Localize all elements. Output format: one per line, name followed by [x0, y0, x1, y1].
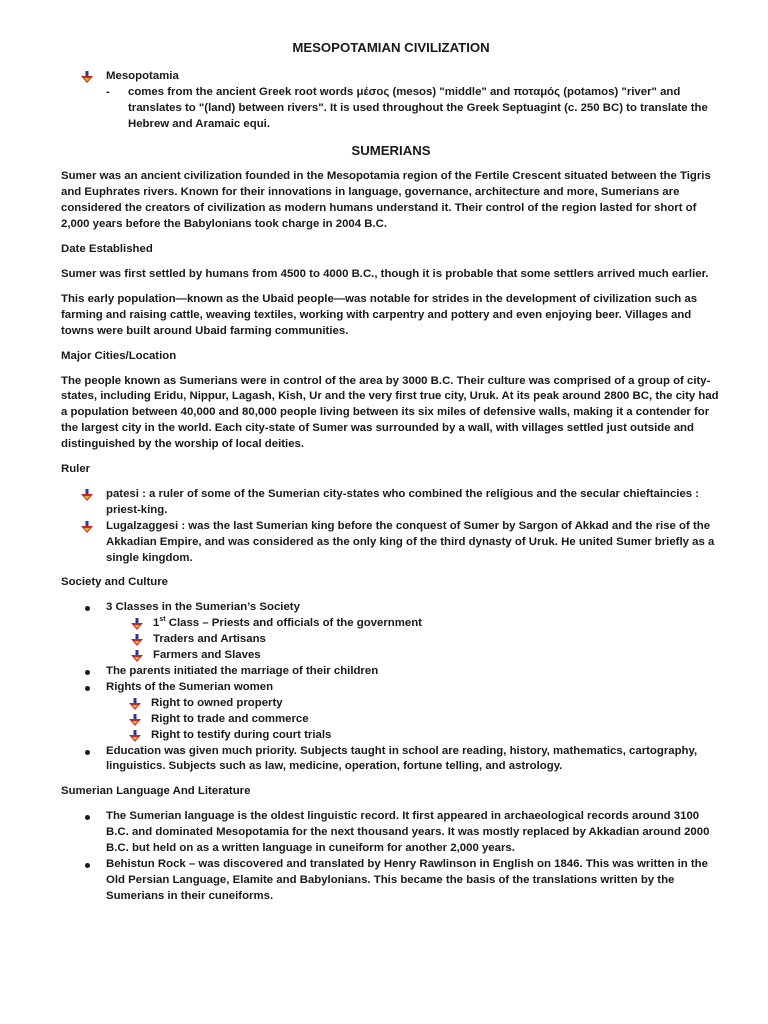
- list-item: [61, 680, 721, 696]
- class-1-text: Class – Priests and officials of the government: [165, 617, 422, 630]
- arrow-bullet-icon: [131, 618, 143, 630]
- page-title: MESOPOTAMIAN CIVILIZATION: [292, 40, 490, 55]
- women-title: Rights of the Sumerian women: [106, 680, 274, 693]
- class-1-number: 1: [153, 617, 160, 630]
- list-item: [61, 487, 721, 519]
- section-title-sumerians: SUMERIANS: [351, 142, 431, 158]
- list-item: [61, 696, 721, 712]
- bullet-dot-icon: [85, 686, 90, 691]
- arrow-bullet-icon: [131, 634, 143, 646]
- arrow-bullet-icon: [129, 730, 141, 742]
- arrow-bullet-icon: [129, 698, 141, 710]
- arrow-bullet-icon: [81, 71, 93, 83]
- arrow-bullet-icon: [81, 521, 93, 533]
- language-list: [61, 809, 721, 904]
- list-item: [61, 809, 721, 857]
- heading-date-established: Date Established: [61, 243, 153, 256]
- heading-ruler: Ruler: [61, 463, 91, 476]
- society-list: [61, 600, 721, 775]
- cities-paragraph: The people known as Sumerians were in control of the area by 3000 B.C. Their culture was comprised of a group of city-states, including Eridu, Nippur, Lagash, Kish, Ur and the very first true city, Uruk. At its peak around 2800 BC, the city had a population between 40,000 and 80,000 people living between its six miles of defensive walls, making it a contender for the largest city in the world. Each city-state of Sumer was surrounded by a wall, with villages settled just outside and distinguished by the worship of local deities.: [61, 374, 719, 451]
- marriage-text: The parents initiated the marriage of their children: [106, 665, 379, 677]
- arrow-bullet-icon: [129, 714, 141, 726]
- list-item: [61, 600, 721, 616]
- intro-term: [61, 69, 721, 85]
- list-item: [61, 728, 721, 744]
- ruler-text: patesi : a ruler of some of the Sumerian city-states who combined the religious and the secular chieftaincies : priest-king.: [106, 487, 700, 516]
- list-item: [61, 632, 721, 648]
- list-item: [61, 519, 721, 567]
- bullet-dot-icon: [85, 815, 90, 820]
- list-item: [61, 648, 721, 664]
- heading-major-cities: Major Cities/Location: [61, 349, 177, 362]
- intro-definition-text: comes from the ancient Greek root words μέσος (mesos) "middle" and ποταμός (potamos) "river" and translates to "(land) between rivers". It is used throughout the Greek Septuagint (c. 250 BC) to translate the Hebrew and Aramaic equi.: [128, 85, 708, 130]
- class-1-ordinal: st: [159, 616, 166, 624]
- dash-bullet: -: [106, 85, 110, 98]
- language-text: The Sumerian language is the oldest linguistic record. It first appeared in archaeological records around 3100 B.C. and dominated Mesopotamia for the next thousand years. It was mostly replaced by Akkadian around 2000 B.C. but held on as a written language in cuneiform for another 2,000 years.: [106, 810, 710, 855]
- bullet-dot-icon: [85, 670, 90, 675]
- bullet-dot-icon: [85, 750, 90, 755]
- list-item: [61, 664, 721, 680]
- women-right-text: Right to owned property: [151, 696, 283, 709]
- class-2-text: Traders and Artisans: [153, 633, 266, 646]
- arrow-bullet-icon: [81, 489, 93, 501]
- women-right-text: Right to testify during court trials: [151, 728, 332, 741]
- intro-definition: [61, 85, 721, 133]
- bullet-dot-icon: [85, 863, 90, 868]
- list-item: [61, 616, 721, 632]
- list-item: [61, 744, 721, 776]
- language-text: Behistun Rock – was discovered and translated by Henry Rawlinson in English on 1846. This was written in the Old Persian Language, Elamite and Babylonians. This became the basis of the translations written by the Sumerians in their cuneiforms.: [106, 857, 708, 902]
- education-text: Education was given much priority. Subjects taught in school are reading, history, mathematics, cartography, linguistics. Subjects such as law, medicine, operation, fortune telling, and astrology.: [106, 744, 698, 773]
- document-body: [61, 40, 721, 914]
- heading-language-literature: Sumerian Language And Literature: [61, 785, 251, 798]
- class-3-text: Farmers and Slaves: [153, 649, 261, 662]
- arrow-bullet-icon: [131, 650, 143, 662]
- ruler-text: Lugalzaggesi : was the last Sumerian king before the conquest of Sumer by Sargon of Akkad and the rise of the Akkadian Empire, and was considered as the only king of the third dynasty of Uruk. He united Sumer briefly as a single kingdom.: [106, 519, 715, 564]
- date-paragraph-1: Sumer was first settled by humans from 4500 to 4000 B.C., though it is probable that some settlers arrived much earlier.: [61, 267, 709, 280]
- overview-paragraph: Sumer was an ancient civilization founded in the Mesopotamia region of the Fertile Crescent situated between the Tigris and Euphrates rivers. Known for their innovations in language, governance, architecture and more, Sumerians are considered the creators of civilization as modern humans understand it. Their control of the region lasted for short of 2,000 years before the Babylonians took charge in 2004 B.C.: [61, 170, 711, 231]
- list-item: [61, 857, 721, 905]
- bullet-dot-icon: [85, 606, 90, 611]
- intro-term-label: Mesopotamia: [106, 69, 179, 82]
- ruler-list: [61, 487, 721, 567]
- list-item: [61, 712, 721, 728]
- heading-society-culture: Society and Culture: [61, 576, 168, 589]
- classes-title: 3 Classes in the Sumerian’s Society: [106, 601, 300, 614]
- women-right-text: Right to trade and commerce: [151, 712, 309, 725]
- date-paragraph-2: This early population—known as the Ubaid people—was notable for strides in the development of civilization such as farming and raising cattle, weaving textiles, working with carpentry and pottery and even enjoying beer. Villages and towns were built around Ubaid farming communities.: [61, 292, 698, 337]
